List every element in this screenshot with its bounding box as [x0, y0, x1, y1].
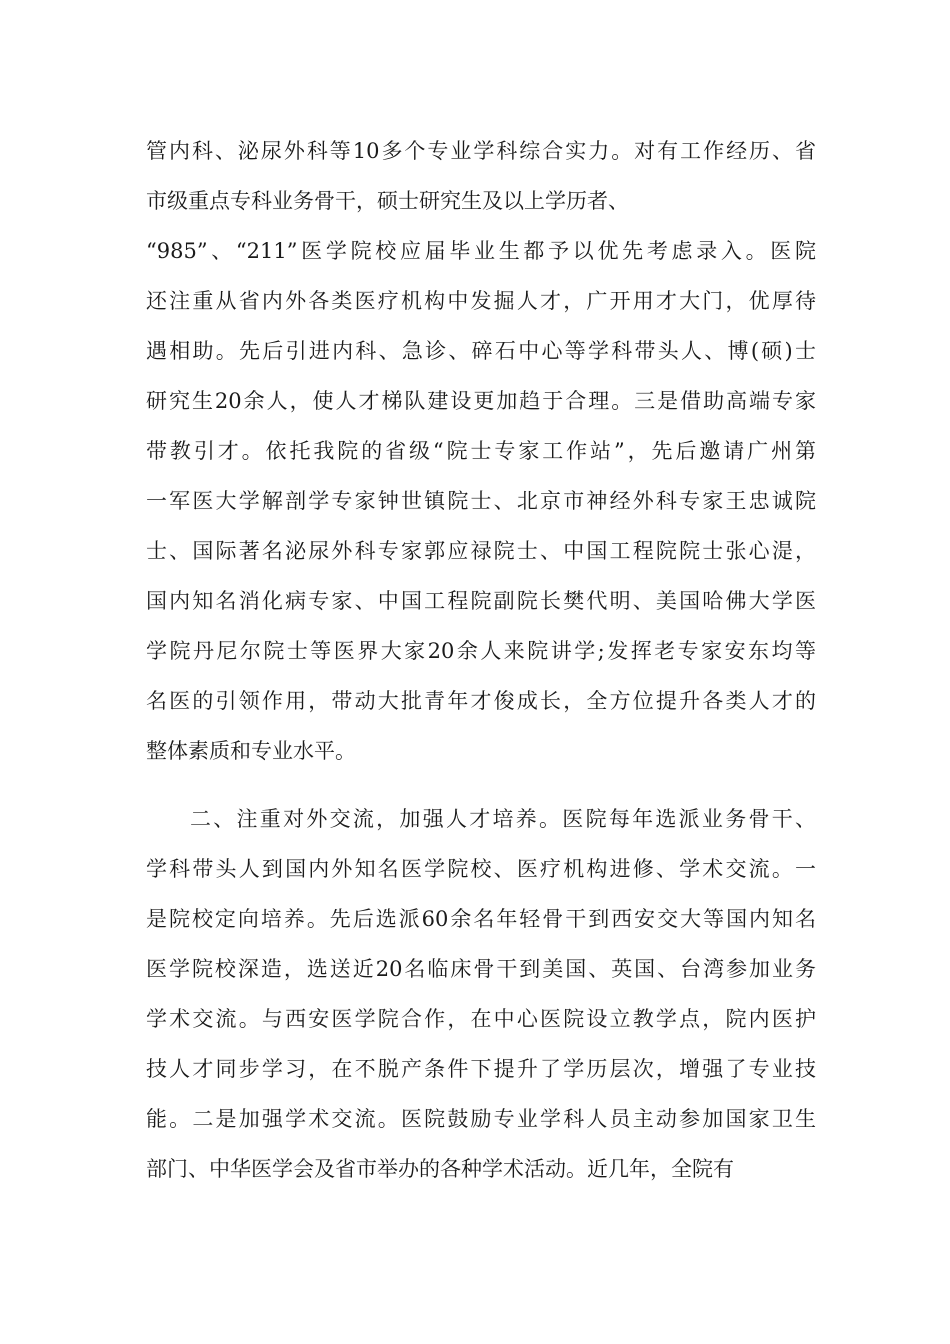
p1-line-3: “985”、“211”医学院校应届毕业生都予以优先考虑录入。医院 [146, 239, 816, 263]
p2-line-6: 技人才同步学习，在不脱产条件下提升了学历层次，增强了专业技 [146, 1057, 816, 1081]
p2-line-8: 部门、中华医学会及省市举办的各种学术活动。近几年，全院有 [146, 1157, 734, 1181]
p2-line-1: 二、注重对外交流，加强人才培养。医院每年选派业务骨干、 [190, 807, 816, 831]
p1-line-8: 一军医大学解剖学专家钟世镇院士、北京市神经外科专家王忠诚院 [146, 489, 816, 513]
p1-line-10: 国内知名消化病专家、中国工程院副院长樊代明、美国哈佛大学医 [146, 589, 816, 613]
p2-line-2: 学科带头人到国内外知名医学院校、医疗机构进修、学术交流。一 [146, 857, 816, 881]
p2-line-7: 能。二是加强学术交流。医院鼓励专业学科人员主动参加国家卫生 [146, 1107, 816, 1131]
p1-line-5: 遇相助。先后引进内科、急诊、碎石中心等学科带头人、博(硕)士 [146, 339, 816, 363]
p1-line-12: 名医的引领作用，带动大批青年才俊成长，全方位提升各类人才的 [146, 689, 816, 713]
p1-line-1: 管内科、泌尿外科等10多个专业学科综合实力。对有工作经历、省 [146, 139, 816, 163]
p1-line-9: 士、国际著名泌尿外科专家郭应禄院士、中国工程院院士张心湜， [146, 539, 816, 563]
p2-line-5: 学术交流。与西安医学院合作，在中心医院设立教学点，院内医护 [146, 1007, 816, 1031]
p1-line-13: 整体素质和专业水平。 [146, 739, 356, 763]
p1-line-2: 市级重点专科业务骨干，硕士研究生及以上学历者、 [146, 189, 629, 213]
p1-line-4: 还注重从省内外各类医疗机构中发掘人才，广开用才大门，优厚待 [146, 289, 816, 313]
p1-line-11: 学院丹尼尔院士等医界大家20余人来院讲学;发挥老专家安东均等 [146, 639, 816, 663]
p1-line-7: 带教引才。依托我院的省级“院士专家工作站”，先后邀请广州第 [146, 439, 816, 463]
p1-line-6: 研究生20余人，使人才梯队建设更加趋于合理。三是借助高端专家 [146, 389, 816, 413]
p2-line-3: 是院校定向培养。先后选派60余名年轻骨干到西安交大等国内知名 [146, 907, 816, 931]
p2-line-4: 医学院校深造，选送近20名临床骨干到美国、英国、台湾参加业务 [146, 957, 816, 981]
